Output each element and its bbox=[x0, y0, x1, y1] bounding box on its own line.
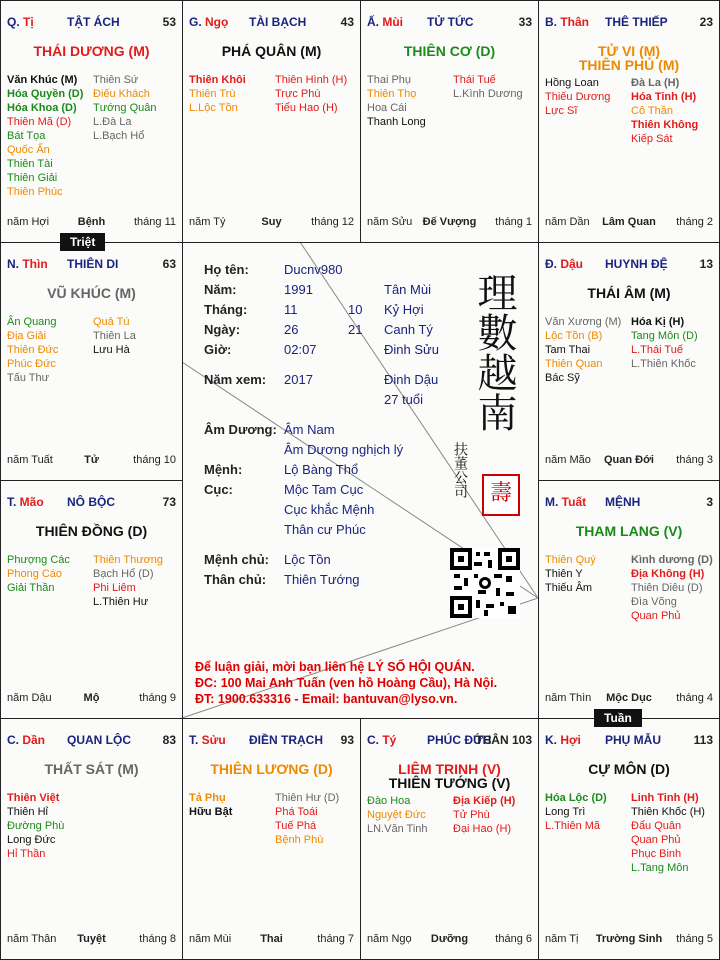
star-item: Thái Tuế bbox=[453, 74, 496, 86]
main-star: THAM LANG (V) bbox=[575, 523, 683, 539]
main-star: THIÊN ĐỒNG (D) bbox=[35, 523, 148, 539]
palace-branch: Ấ. Mùi bbox=[367, 15, 404, 29]
star-item: L.Thiên Mã bbox=[545, 820, 601, 832]
star-item: Lưu Hà bbox=[93, 344, 130, 356]
footer-month: tháng 7 bbox=[317, 933, 354, 945]
palace-header bbox=[367, 15, 532, 31]
main-star: LIÊM TRINH (V) bbox=[398, 761, 501, 777]
footer-year: năm Thân bbox=[7, 933, 57, 945]
palace-footer bbox=[7, 454, 176, 468]
footer-stage: Dưỡng bbox=[430, 933, 469, 945]
palace-cell-dau[interactable] bbox=[538, 242, 720, 481]
star-item: Thiên Không bbox=[631, 119, 699, 131]
left-star-list bbox=[7, 791, 64, 861]
value-ho-ten: Ducnv980 bbox=[284, 262, 343, 277]
right-star-list bbox=[275, 73, 347, 115]
star-item: Tang Môn (D) bbox=[631, 330, 698, 342]
palace-footer bbox=[367, 216, 532, 230]
palace-branch: C. Tý bbox=[367, 733, 397, 747]
palace-number: 73 bbox=[162, 495, 176, 509]
star-item: Lực Sĩ bbox=[545, 105, 578, 117]
star-item: Phong Cáo bbox=[7, 568, 63, 580]
star-item: Thiên Diêu (D) bbox=[631, 582, 703, 594]
star-item: Quả Tú bbox=[93, 316, 130, 328]
footer-year: năm Hợi bbox=[7, 216, 50, 228]
star-item: Phá Toái bbox=[275, 806, 318, 818]
star-item: Thiên Đức bbox=[7, 344, 59, 356]
label-thang: Tháng: bbox=[204, 302, 248, 317]
left-star-list bbox=[367, 73, 426, 129]
left-star-list bbox=[545, 791, 607, 833]
star-item: Văn Xương (M) bbox=[545, 316, 622, 328]
palace-cell-tuat[interactable] bbox=[538, 480, 720, 719]
palace-footer bbox=[545, 692, 713, 706]
star-item: Hóa Kị (H) bbox=[631, 316, 685, 328]
palace-branch: Đ. Dậu bbox=[545, 257, 584, 271]
palace-cell-dan[interactable] bbox=[0, 718, 183, 960]
star-item: Tử Phù bbox=[453, 809, 490, 821]
footer-month: tháng 2 bbox=[676, 216, 713, 228]
star-item: Phúc Đức bbox=[7, 358, 56, 370]
palace-header bbox=[367, 733, 532, 749]
value-nam-xem: 2017 bbox=[284, 372, 313, 387]
star-item: Thiên Quý bbox=[545, 554, 596, 566]
star-item: Tả Phụ bbox=[189, 792, 226, 804]
star-item: L.Lộc Tồn bbox=[189, 102, 238, 114]
footer-stage: Trường Sinh bbox=[595, 933, 663, 945]
palace-branch: T. Sửu bbox=[189, 733, 226, 747]
main-star: THIÊN LƯƠNG (D) bbox=[210, 761, 333, 777]
star-item: Thai Phụ bbox=[367, 74, 412, 86]
footer-stage: Lâm Quan bbox=[602, 216, 656, 228]
right-star-list bbox=[631, 553, 713, 623]
palace-name: NÔ BỘC bbox=[67, 495, 115, 509]
star-item: Thiên Thọ bbox=[367, 88, 417, 100]
palace-branch: B. Thân bbox=[545, 15, 590, 29]
left-star-list bbox=[189, 791, 232, 819]
star-item: Tiểu Hao (H) bbox=[275, 102, 338, 114]
value-tuoi: 27 tuổi bbox=[384, 392, 424, 407]
star-item: Bác Sỹ bbox=[545, 372, 580, 384]
main-star: CỰ MÔN (D) bbox=[588, 761, 670, 777]
footer-stage: Mộc Dục bbox=[606, 692, 652, 704]
value-thang: 11 bbox=[284, 302, 298, 317]
footer-month: tháng 6 bbox=[495, 933, 532, 945]
calligraphy-logo: 理數越南 bbox=[471, 272, 517, 432]
star-item: Đẩu Quân bbox=[631, 820, 682, 832]
star-item: Hóa Lộc (D) bbox=[545, 792, 607, 804]
label-ngay: Ngày: bbox=[204, 322, 241, 337]
footer-month: tháng 1 bbox=[495, 216, 532, 228]
qr-code-icon[interactable] bbox=[450, 548, 520, 618]
star-item: Thiên Tài bbox=[7, 158, 53, 170]
star-item: Quốc Ấn bbox=[7, 144, 50, 156]
palace-footer bbox=[7, 216, 176, 230]
star-item: Địa Giải bbox=[7, 330, 47, 342]
right-star-list bbox=[93, 73, 157, 143]
main-star: TỬ VI (M) bbox=[597, 43, 661, 59]
star-item: Tấu Thư bbox=[7, 372, 50, 384]
palace-name: HUYNH ĐỆ bbox=[605, 257, 668, 271]
footer-stage: Bệnh bbox=[77, 216, 106, 228]
star-item: Tướng Quân bbox=[93, 102, 157, 114]
palace-footer bbox=[367, 933, 532, 947]
star-item: Ân Quang bbox=[7, 316, 57, 328]
footer-month: tháng 11 bbox=[133, 216, 176, 228]
label-nam-xem: Năm xem: bbox=[204, 372, 267, 387]
right-star-list bbox=[93, 553, 163, 609]
palace-name: THIÊN DI bbox=[67, 257, 119, 271]
right-star-list bbox=[453, 794, 515, 836]
star-item: Bát Tọa bbox=[7, 130, 46, 142]
palace-header bbox=[545, 733, 713, 749]
palace-branch: C. Dần bbox=[7, 733, 46, 747]
value-ngay-am: 21 bbox=[348, 322, 363, 337]
palace-cell-suu[interactable] bbox=[182, 718, 361, 960]
left-star-list bbox=[545, 76, 610, 118]
footer-year: năm Ngọ bbox=[367, 933, 412, 945]
footer-year: năm Sửu bbox=[367, 216, 413, 228]
value-cuc: Mộc Tam Cục bbox=[284, 482, 364, 497]
footer-year: năm Tý bbox=[189, 216, 226, 228]
red-seal: 壽 bbox=[482, 474, 520, 516]
label-gio: Giờ: bbox=[204, 342, 232, 357]
star-item: Thiên Trù bbox=[189, 88, 236, 100]
star-item: L.Tang Môn bbox=[631, 862, 689, 874]
palace-header bbox=[545, 495, 713, 511]
value-menh-chu: Lộc Tồn bbox=[284, 552, 331, 567]
palace-number: 13 bbox=[699, 257, 713, 271]
main-star: VŨ KHÚC (M) bbox=[47, 285, 136, 301]
palace-cell-mui[interactable] bbox=[360, 0, 539, 243]
center-info-panel bbox=[182, 242, 538, 718]
footer-stage: Thai bbox=[260, 933, 283, 945]
label-menh: Mệnh: bbox=[204, 462, 243, 477]
left-star-list bbox=[189, 73, 246, 115]
palace-cell-hoi[interactable] bbox=[538, 718, 720, 960]
value-cuc-3: Thân cư Phúc bbox=[284, 522, 366, 537]
palace-number: 3 bbox=[706, 495, 713, 509]
star-item: Thiên Hình (H) bbox=[275, 74, 348, 86]
footer-year: năm Mùi bbox=[189, 933, 232, 945]
star-item: Giải Thần bbox=[7, 582, 55, 594]
star-item: Thiên Mã (D) bbox=[7, 116, 72, 128]
palace-branch: G. Ngọ bbox=[189, 15, 229, 29]
right-star-list bbox=[631, 315, 698, 371]
footer-year: năm Mão bbox=[545, 454, 591, 466]
footer-stage: Suy bbox=[261, 216, 282, 228]
palace-number: 93 bbox=[340, 733, 354, 747]
value-ngay-can: Canh Tý bbox=[384, 322, 433, 337]
palace-number: THÂN 103 bbox=[475, 733, 532, 747]
star-item: Cô Thần bbox=[631, 105, 673, 117]
triet-tag: Triệt bbox=[60, 233, 105, 251]
star-item: Hỉ Thần bbox=[7, 848, 46, 860]
label-menh-chu: Mệnh chủ: bbox=[204, 552, 269, 567]
star-item: Trực Phù bbox=[275, 88, 321, 100]
star-item: Kình dương (D) bbox=[631, 554, 713, 566]
footer-stage: Quan Đới bbox=[604, 454, 654, 466]
star-item: Đà La (H) bbox=[631, 77, 680, 89]
star-item: Hồng Loan bbox=[545, 77, 599, 89]
star-item: Quan Phủ bbox=[631, 834, 681, 846]
palace-number: 113 bbox=[693, 733, 713, 747]
palace-name: THÊ THIẾP bbox=[605, 15, 668, 29]
main-star: THẤT SÁT (M) bbox=[44, 761, 139, 777]
star-item: Thiên Thương bbox=[93, 554, 164, 566]
label-than-chu: Thân chủ: bbox=[204, 572, 267, 587]
palace-name: QUAN LỘC bbox=[67, 733, 131, 747]
right-star-list bbox=[453, 73, 523, 101]
palace-number: 63 bbox=[162, 257, 176, 271]
star-item: LN.Văn Tinh bbox=[367, 823, 428, 835]
left-star-list bbox=[7, 73, 83, 199]
star-item: Đào Hoa bbox=[367, 795, 411, 807]
footer-month: tháng 9 bbox=[139, 692, 176, 704]
palace-name: PHÚC ĐỨC bbox=[427, 733, 492, 747]
star-item: Tuế Phá bbox=[275, 820, 317, 832]
star-item: Thiên Y bbox=[545, 568, 583, 580]
star-item: L.Kình Dương bbox=[453, 88, 523, 100]
star-item: Đại Hao (H) bbox=[453, 823, 512, 835]
palace-header bbox=[7, 257, 176, 273]
main-star: THIÊN CƠ (D) bbox=[403, 43, 496, 59]
palace-name: MỆNH bbox=[605, 495, 641, 509]
star-item: Địa Kiếp (H) bbox=[453, 795, 516, 807]
star-item: Thiên Giải bbox=[7, 172, 58, 184]
seal-side-text: 扶董公司 bbox=[452, 442, 468, 498]
palace-footer bbox=[189, 216, 354, 230]
palace-footer bbox=[545, 216, 713, 230]
footer-stage: Mộ bbox=[83, 692, 100, 704]
palace-header bbox=[7, 15, 176, 31]
star-item: L.Thiên Hư bbox=[93, 596, 149, 608]
palace-cell-mao[interactable] bbox=[0, 480, 183, 719]
star-item: Hữu Bật bbox=[189, 806, 233, 818]
palace-name: ĐIỀN TRẠCH bbox=[249, 733, 323, 747]
contact-line-3: ĐT: 1900.633316 - Email: bantuvan@lyso.vn. bbox=[195, 692, 458, 706]
palace-footer bbox=[7, 692, 176, 706]
left-star-list bbox=[7, 315, 58, 385]
palace-footer bbox=[545, 933, 713, 947]
value-nam: 1991 bbox=[284, 282, 313, 297]
value-am-duong: Âm Nam bbox=[284, 422, 335, 437]
palace-name: TỬ TỨC bbox=[427, 15, 474, 29]
palace-footer bbox=[545, 454, 713, 468]
star-item: Tam Thai bbox=[545, 344, 591, 356]
main-star: THIÊN TƯỚNG (V) bbox=[388, 775, 511, 791]
label-ho-ten: Họ tên: bbox=[204, 262, 249, 277]
left-star-list bbox=[545, 553, 596, 595]
palace-name: PHỤ MẪU bbox=[605, 733, 661, 747]
star-item: Hóa Khoa (D) bbox=[7, 102, 77, 114]
value-thang-am: 10 bbox=[348, 302, 363, 317]
palace-cell-than[interactable] bbox=[538, 0, 720, 243]
value-cuc-2: Cục khắc Mệnh bbox=[284, 502, 375, 517]
palace-footer bbox=[189, 933, 354, 947]
palace-number: 53 bbox=[162, 15, 176, 29]
label-nam: Năm: bbox=[204, 282, 237, 297]
palace-header bbox=[545, 15, 713, 31]
star-item: Thiên Phúc bbox=[7, 186, 63, 198]
star-item: Thiên La bbox=[93, 330, 136, 342]
palace-name: TÀI BẠCH bbox=[249, 15, 307, 29]
star-item: Điếu Khách bbox=[93, 88, 150, 100]
palace-number: 23 bbox=[699, 15, 713, 29]
star-item: Thanh Long bbox=[367, 116, 426, 128]
star-item: Bạch Hổ (D) bbox=[93, 568, 154, 580]
star-item: Thiên Hỉ bbox=[7, 806, 48, 818]
star-item: Thiên Quan bbox=[545, 358, 603, 370]
footer-month: tháng 3 bbox=[676, 454, 713, 466]
value-nam-xem-can: Đinh Dậu bbox=[384, 372, 439, 387]
star-item: Hoa Cái bbox=[367, 102, 407, 114]
palace-branch: M. Tuất bbox=[545, 495, 587, 509]
footer-year: năm Dậu bbox=[7, 692, 52, 704]
star-item: Thiên Sứ bbox=[93, 74, 139, 86]
star-item: Hóa Tinh (H) bbox=[631, 91, 697, 103]
star-item: Kiếp Sát bbox=[631, 133, 673, 145]
star-item: Lộc Tồn (B) bbox=[545, 330, 603, 342]
star-item: Đường Phù bbox=[7, 820, 65, 832]
star-item: Long Đức bbox=[7, 834, 56, 846]
palace-cell-ngo[interactable] bbox=[182, 0, 361, 243]
main-star: THIÊN PHỦ (M) bbox=[578, 57, 680, 73]
palace-branch: T. Mão bbox=[7, 495, 44, 509]
value-gio-can: Đinh Sửu bbox=[384, 342, 439, 357]
star-item: Thiên Hư (D) bbox=[275, 792, 340, 804]
star-item: Địa Không (H) bbox=[631, 568, 705, 580]
palace-header bbox=[545, 257, 713, 273]
star-item: Thiếu Dương bbox=[545, 91, 611, 103]
star-item: L.Thiên Khốc bbox=[631, 358, 696, 370]
value-thang-can: Kỷ Hợi bbox=[384, 302, 424, 317]
palace-header bbox=[7, 733, 176, 749]
palace-branch: N. Thìn bbox=[7, 257, 48, 271]
star-item: Thiên Khốc (H) bbox=[631, 806, 705, 818]
footer-year: năm Tuất bbox=[7, 454, 53, 466]
footer-month: tháng 10 bbox=[133, 454, 176, 466]
palace-header bbox=[189, 15, 354, 31]
footer-month: tháng 8 bbox=[139, 933, 176, 945]
star-item: Thiên Khôi bbox=[189, 74, 246, 86]
palace-branch: K. Hợi bbox=[545, 733, 581, 747]
contact-line-2: ĐC: 100 Mai Anh Tuấn (ven hồ Hoàng Cầu), Hà Nội. bbox=[195, 676, 498, 690]
palace-number: 33 bbox=[518, 15, 532, 29]
palace-number: 43 bbox=[340, 15, 354, 29]
value-menh: Lộ Bàng Thổ bbox=[284, 462, 359, 477]
footer-year: năm Thìn bbox=[545, 692, 592, 704]
star-item: Phi Liêm bbox=[93, 582, 136, 594]
star-item: Đìa Võng bbox=[631, 596, 677, 608]
footer-stage: Tuyệt bbox=[77, 933, 106, 945]
footer-month: tháng 5 bbox=[676, 933, 713, 945]
value-am-duong-2: Âm Dương nghịch lý bbox=[284, 442, 404, 457]
footer-year: năm Dần bbox=[545, 216, 590, 228]
palace-header bbox=[7, 495, 176, 511]
star-item: Linh Tinh (H) bbox=[631, 792, 699, 804]
right-star-list bbox=[631, 791, 705, 875]
left-star-list bbox=[367, 794, 428, 836]
star-item: Phượng Các bbox=[7, 554, 70, 566]
value-nam-can: Tân Mùi bbox=[384, 282, 431, 297]
palace-cell-ti[interactable] bbox=[0, 0, 183, 243]
star-item: L.Bạch Hổ bbox=[93, 130, 145, 142]
palace-branch: Q. Tị bbox=[7, 15, 34, 29]
main-star: THÁI ÂM (M) bbox=[587, 285, 671, 301]
footer-year: năm Tị bbox=[545, 933, 579, 945]
main-star: THÁI DƯƠNG (M) bbox=[33, 43, 150, 59]
star-item: Phục Binh bbox=[631, 848, 682, 860]
right-star-list bbox=[275, 791, 339, 847]
palace-number: 83 bbox=[162, 733, 176, 747]
palace-header bbox=[189, 733, 354, 749]
right-star-list bbox=[93, 315, 136, 357]
footer-stage: Đế Vượng bbox=[422, 216, 477, 228]
star-item: L.Đà La bbox=[93, 116, 132, 128]
star-item: Nguyệt Đức bbox=[367, 809, 426, 821]
contact-line-1: Để luận giải, mời bạn liên hệ LÝ SỐ HỘI QUÁN. bbox=[195, 660, 475, 674]
label-am-duong: Âm Dương: bbox=[204, 422, 277, 437]
right-star-list bbox=[631, 76, 698, 146]
star-item: Hóa Quyền (D) bbox=[7, 88, 84, 100]
star-item: Quan Phủ bbox=[631, 610, 681, 622]
tuan-tag: Tuần bbox=[594, 709, 642, 727]
star-item: Thiên Việt bbox=[7, 792, 60, 804]
star-item: Văn Khúc (M) bbox=[7, 74, 78, 86]
palace-name: TẬT ÁCH bbox=[67, 15, 120, 29]
footer-month: tháng 4 bbox=[676, 692, 713, 704]
value-than-chu: Thiên Tướng bbox=[284, 572, 360, 587]
footer-month: tháng 12 bbox=[311, 216, 354, 228]
label-cuc: Cục: bbox=[204, 482, 233, 497]
left-star-list bbox=[545, 315, 621, 385]
star-item: Thiếu Âm bbox=[545, 582, 593, 594]
palace-cell-thin[interactable] bbox=[0, 242, 183, 481]
footer-stage: Tử bbox=[84, 454, 99, 466]
star-item: Bệnh Phù bbox=[275, 834, 324, 846]
value-ngay: 26 bbox=[284, 322, 299, 337]
star-item: L.Thái Tuế bbox=[631, 344, 683, 356]
palace-footer bbox=[7, 933, 176, 947]
star-item: Long Trì bbox=[545, 806, 586, 818]
value-gio: 02:07 bbox=[284, 342, 317, 357]
palace-cell-ty[interactable] bbox=[360, 718, 539, 960]
left-star-list bbox=[7, 553, 70, 595]
main-star: PHÁ QUÂN (M) bbox=[221, 43, 322, 59]
